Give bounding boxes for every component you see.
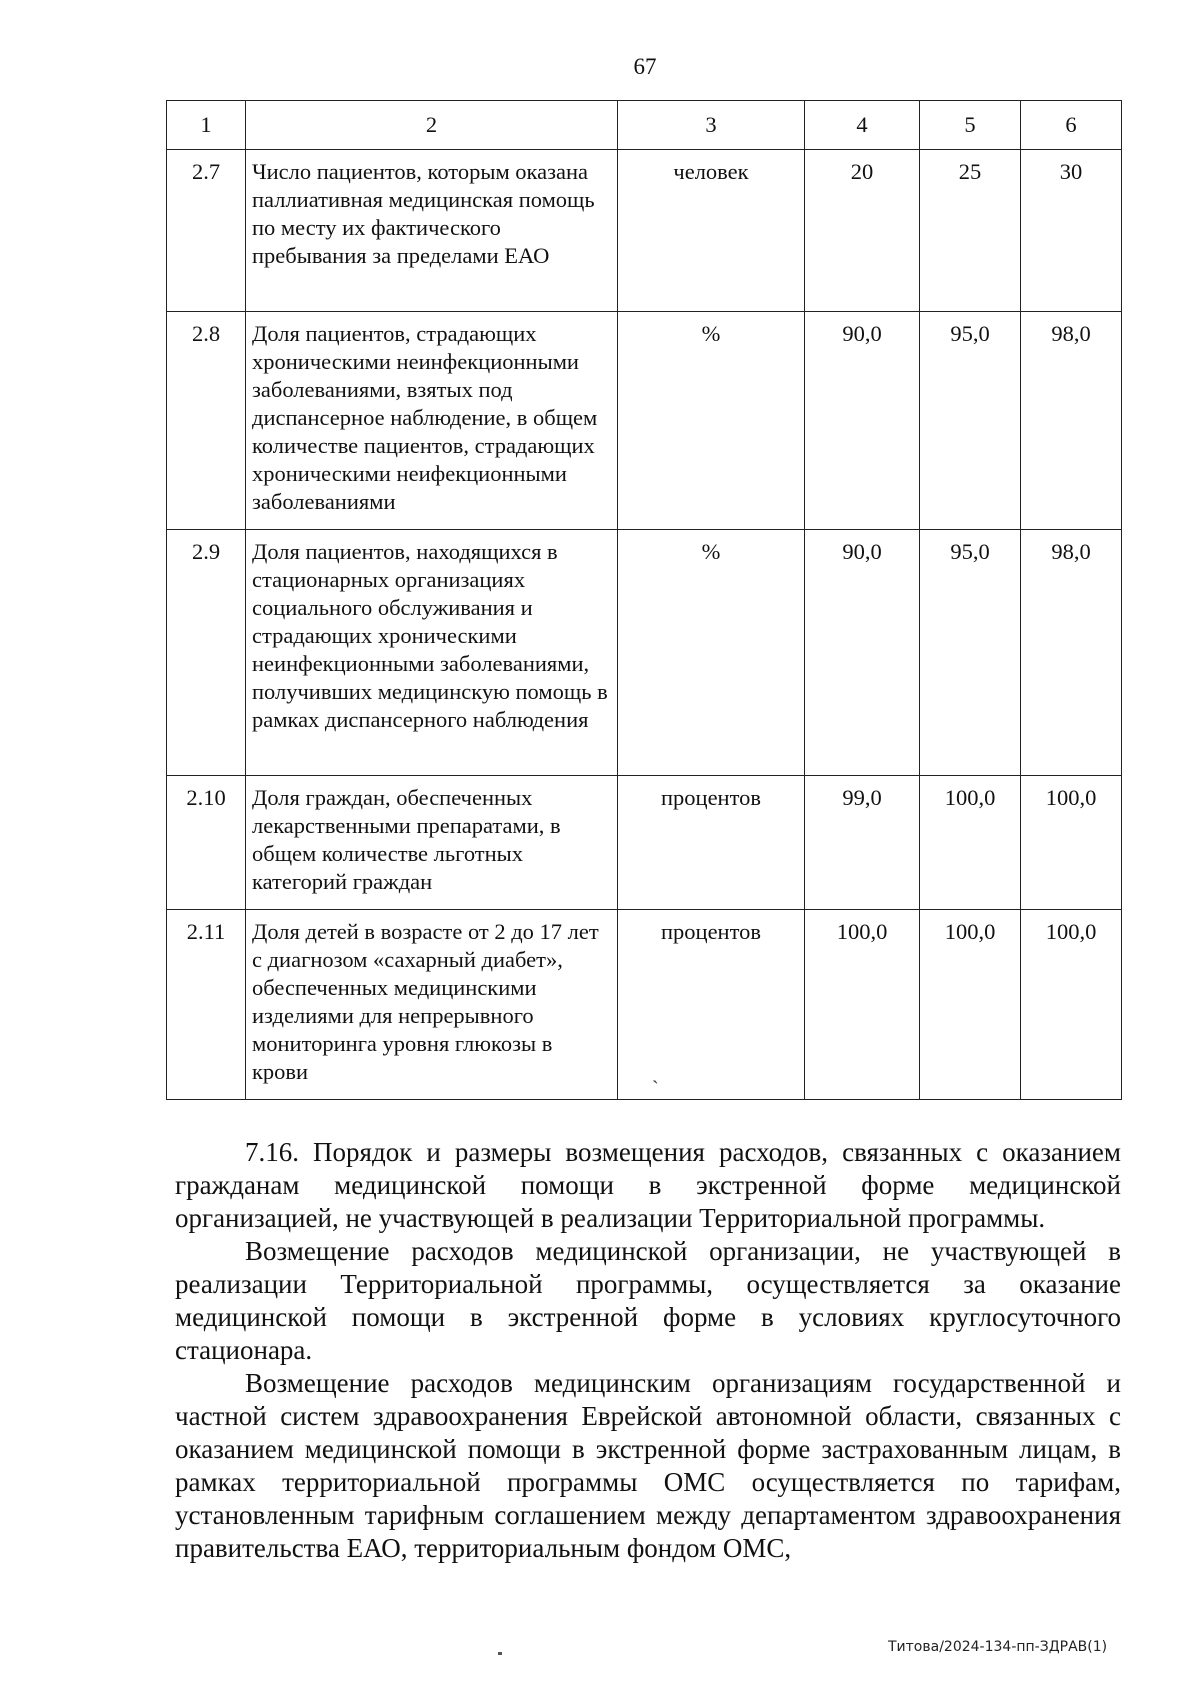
table-row <box>167 312 1122 530</box>
unit-of-measure: % <box>618 530 805 776</box>
value-col-5: 95,0 <box>920 530 1021 776</box>
paragraph: Возмещение расходов медицинским организациям государственной и частной систем здравоохранения Еврейской автономной области, связанных с оказанием медицинской помощи в экстренной форме застрахованным лицам, в рамках территориальной программы ОМС осуществляется по тарифам, установленным тарифным соглашением между департаментом здравоохранения правительства ЕАО, территориальным фондом ОМС, <box>175 1368 1121 1563</box>
unit-of-measure: процентов <box>618 910 805 1100</box>
table-header <box>167 101 1122 150</box>
indicator-name: Доля пациентов, находящихся в стационарных организациях социального обслуживания и страдающих хроническими неинфекционными заболеваниями, получивших медицинскую помощь в рамках диспансерного наблюдения <box>246 530 618 776</box>
scan-dot <box>498 1652 502 1655</box>
header-col-3: 3 <box>618 101 805 150</box>
row-number: 2.11 <box>167 910 246 1100</box>
table-body <box>167 150 1122 1100</box>
indicators-table <box>166 100 1122 1100</box>
value-col-5: 25 <box>920 150 1021 312</box>
value-col-4: 90,0 <box>805 312 920 530</box>
row-number: 2.7 <box>167 150 246 312</box>
value-col-5: 100,0 <box>920 776 1021 910</box>
value-col-6: 98,0 <box>1021 312 1122 530</box>
paragraph-section-7-16: 7.16. Порядок и размеры возмещения расходов, связанных с оказанием гражданам медицинской помощи в экстренной форме медицинской организацией, не участвующей в реализации Территориальной программы. <box>175 1137 1121 1233</box>
row-number: 2.10 <box>167 776 246 910</box>
indicator-name: Число пациентов, которым оказана паллиативная медицинская помощь по месту их фактического пребывания за пределами ЕАО <box>246 150 618 312</box>
page-number: 67 <box>633 54 657 79</box>
body-text <box>175 1136 1121 1565</box>
value-col-6: 100,0 <box>1021 776 1122 910</box>
value-col-5: 95,0 <box>920 312 1021 530</box>
value-col-6: 100,0 <box>1021 910 1122 1100</box>
row-number: 2.8 <box>167 312 246 530</box>
unit-of-measure: человек <box>618 150 805 312</box>
indicator-name: Доля детей в возрасте от 2 до 17 лет с диагнозом «сахарный диабет», обеспеченных медицинскими изделиями для непрерывного мониторинга уровня глюкозы в крови <box>246 910 618 1100</box>
value-col-4: 99,0 <box>805 776 920 910</box>
table-header-row <box>167 101 1122 150</box>
table-row <box>167 530 1122 776</box>
row-number: 2.9 <box>167 530 246 776</box>
header-col-6: 6 <box>1021 101 1122 150</box>
document-code: Титова/2024-134-пп-ЗДРАВ(1) <box>888 1639 1108 1655</box>
header-col-5: 5 <box>920 101 1021 150</box>
indicator-name: Доля граждан, обеспеченных лекарственными препаратами, в общем количестве льготных категорий граждан <box>246 776 618 910</box>
header-col-1: 1 <box>167 101 246 150</box>
header-col-2: 2 <box>246 101 618 150</box>
value-col-4: 100,0 <box>805 910 920 1100</box>
scan-mark: ˏ <box>652 1062 659 1084</box>
unit-of-measure: % <box>618 312 805 530</box>
unit-of-measure: процентов <box>618 776 805 910</box>
value-col-5: 100,0 <box>920 910 1021 1100</box>
indicator-name: Доля пациентов, страдающих хроническими неинфекционными заболеваниями, взятых под диспансерное наблюдение, в общем количестве пациентов, страдающих хроническими неифекционными заболеваниями <box>246 312 618 530</box>
value-col-4: 90,0 <box>805 530 920 776</box>
paragraph: Возмещение расходов медицинской организации, не участвующей в реализации Территориальной программы, осуществляется за оказание медицинской помощи в экстренной форме в условиях круглосуточного стационара. <box>175 1236 1121 1365</box>
table-row <box>167 150 1122 312</box>
value-col-6: 30 <box>1021 150 1122 312</box>
header-col-4: 4 <box>805 101 920 150</box>
value-col-6: 98,0 <box>1021 530 1122 776</box>
value-col-4: 20 <box>805 150 920 312</box>
table-row <box>167 776 1122 910</box>
table-row <box>167 910 1122 1100</box>
